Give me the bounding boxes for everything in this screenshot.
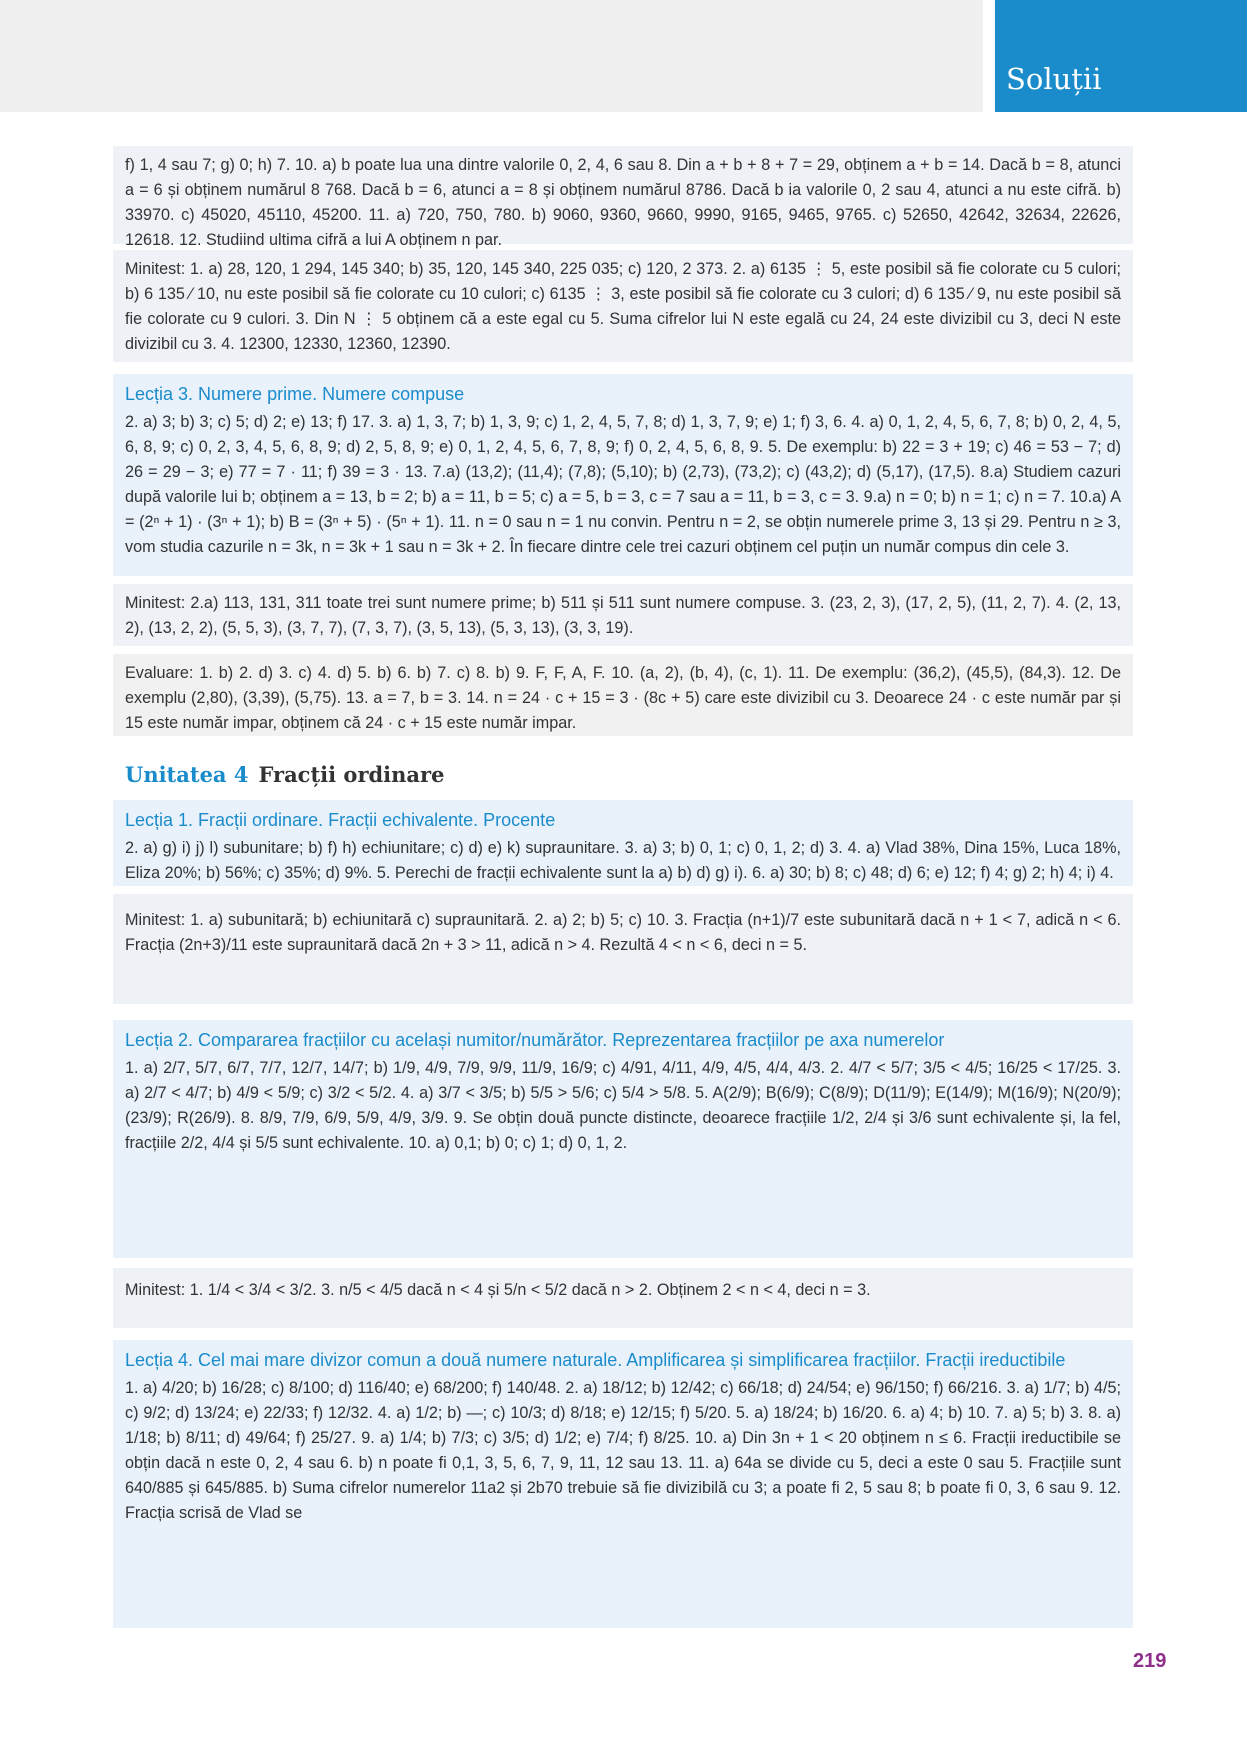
lesson-4-text: 1. a) 4/20; b) 16/28; c) 8/100; d) 116/40; e) 68/200; f) 140/48. 2. a) 18/12; b) 12/42; c) 66/18; d) 24/54; e) 96/150; f) 66/216. 3. a) 1/7; b) 4/5; c) 9/2; d) 13/24; e) 22/33; f) 12/32. 4. a) 1/2; b) —; c) 10/3; d) 8/18; e) 12/15; f) 5/20. 5. a) 18/24; b) 16/20. 6. a) 4; b) 10. 7. a) 5; b) 3. 8. a) 1/18; b) 8/11; d) 49/64; f) 25/27. 9. a) 1/4; b) 7/3; c) 3/5; d) 1/2; e) 7/4; f) 8/25. 10. a) Din 3n + 1 < 20 obținem n ≤ 6. Fracții ireductibile se obțin dacă n este 0, 2, 4 sau 6. b) n poate fi 0,1, 3, 5, 6, 7, 9, 11, 12 sau 13. 11. a) 64a se divide cu 5, deci a este 0 sau 5. Fracțiile sunt 640/885 și 645/885. b) Suma cifrelor numerelor 11a2 și 2b70 trebuie să fie divizibilă cu 3; a poate fi 2, 5 sau 8; b poate fi 0, 3, 6 sau 9. 12. Fracția scrisă de Vlad se [125, 1379, 1121, 1522]
minitest-block-4 [113, 1268, 1133, 1328]
unit-title: Fracții ordinare [258, 762, 445, 787]
lesson-3-heading: Lecția 3. Numere prime. Numere compuse [125, 384, 465, 404]
unit-label: Unitatea 4 [125, 762, 249, 787]
minitest-block-3 [113, 894, 1133, 1004]
minitest-text: Minitest: 1. a) subunitară; b) echiunitară c) supraunitară. 2. a) 2; b) 5; c) 10. 3. Fracția (n+1)/7 este subunitară dacă n + 1 < 7, adică n < 6. Fracția (2n+3)/11 este supraunitară dacă 2n + 3 > 11, adică n > 4. Rezultă 4 < n < 6, deci n = 5. [125, 911, 1121, 954]
section-tab [995, 0, 1247, 112]
lesson-2-text: 1. a) 2/7, 5/7, 6/7, 7/7, 12/7, 14/7; b) 1/9, 4/9, 7/9, 9/9, 11/9, 16/9; c) 4/91, 4/11, 4/9, 4/5, 4/4, 4/3. 2. 4/7 < 5/7; 3/5 < 4/5; 16/25 < 17/25. 3. a) 2/7 < 4/7; b) 4/9 < 5/9; c) 3/2 < 5/2. 4. a) 3/7 < 3/5; b) 5/5 > 5/6; c) 5/4 > 5/8. 5. A(2/9); B(6/9); C(8/9); D(11/9); E(14/9); M(16/9); N(20/9); (23/9); R(26/9). 8. 8/9, 7/9, 6/9, 5/9, 4/9, 3/9. 9. Se obțin două puncte distincte, deoarece fracțiile 1/2, 2/4 și 3/6 sunt echivalente și, la fel, fracțiile 2/2, 4/4 și 5/5 sunt echivalente. 10. a) 0,1; b) 0; c) 1; d) 0, 1, 2. [125, 1059, 1121, 1152]
section-tab-title: Soluții [1006, 62, 1102, 96]
header-band [0, 0, 983, 112]
lesson-3-block [113, 374, 1133, 576]
minitest-text: Minitest: 1. 1/4 < 3/4 < 3/2. 3. n/5 < 4/5 dacă n < 4 și 5/n < 5/2 dacă n > 2. Obținem 2 < n < 4, deci n = 3. [125, 1281, 871, 1299]
unit-heading [125, 762, 444, 787]
lesson-2-block [113, 1020, 1133, 1258]
minitest-text: Minitest: 1. a) 28, 120, 1 294, 145 340; b) 35, 120, 145 340, 225 035; c) 120, 2 373. 2. a) 6135 ⋮ 5, este posibil să fie colorate cu 5 culori; b) 6 135 ⁄ 10, nu este posibil să fie colorate cu 10 culori; c) 6135 ⋮ 3, este posibil să fie colorate cu 3 culori; d) 6 135 ⁄ 9, nu este posibil să fie colorate cu 9 culori. 3. Din N ⋮ 5 obținem că a este egal cu 5. Suma cifrelor lui N este egală cu 24, 24 este divizibil cu 3, deci N este divizibil cu 3. 4. 12300, 12330, 12360, 12390. [125, 260, 1121, 353]
lesson-2-heading: Lecția 2. Compararea fracțiilor cu același numitor/numărător. Reprezentarea fracțiilor pe axa numerelor [125, 1030, 945, 1050]
lesson-3-text: 2. a) 3; b) 3; c) 5; d) 2; e) 13; f) 17. 3. a) 1, 3, 7; b) 1, 3, 9; c) 1, 2, 4, 5, 7, 8; d) 1, 3, 7, 9; e) 1; f) 3, 6. 4. a) 0, 1, 2, 4, 5, 6, 7, 8; b) 0, 2, 4, 5, 6, 8, 9; c) 0, 2, 3, 4, 5, 6, 8, 9; d) 2, 5, 8, 9; e) 0, 1, 2, 4, 5, 6, 7, 8, 9; f) 0, 2, 4, 5, 6, 8, 9. 5. De exemplu: b) 22 = 3 + 19; c) 46 = 53 − 7; d) 26 = 29 − 3; e) 77 = 7 · 11; f) 39 = 3 · 13. 7.a) (13,2); (11,4); (7,8); (5,10); b) (2,73), (73,2); c) (43,2); d) (5,17), (17,5). 8.a) Studiem cazuri după valorile lui b; obținem a = 13, b = 2; b) a = 11, b = 5; c) a = 5, b = 3, c = 7 sau a = 11, b = 3, c = 3. 9.a) n = 0; b) n = 1; c) n = 7. 10.a) A = (2ⁿ + 1) · (3ⁿ + 1); b) B = (3ⁿ + 5) · (5ⁿ + 1). 11. n = 0 sau n = 1 nu convin. Pentru n = 2, se obțin numerele prime 3, 13 și 29. Pentru n ≥ 3, vom studia cazurile n = 3k, n = 3k + 1 sau n = 3k + 2. În fiecare dintre cele trei cazuri obținem cel puțin un număr compus din cele 3. [125, 413, 1121, 556]
solutions-block-1 [113, 146, 1133, 249]
evaluation-block [113, 654, 1133, 736]
minitest-text: Minitest: 2.a) 113, 131, 311 toate trei sunt numere prime; b) 511 și 511 sunt numere compuse. 3. (23, 2, 3), (17, 2, 5), (11, 2, 7). 4. (2, 13, 2), (13, 2, 2), (5, 5, 3), (3, 7, 7), (7, 3, 7), (3, 5, 13), (5, 3, 13), (3, 3, 19). [125, 594, 1121, 637]
evaluation-text: Evaluare: 1. b) 2. d) 3. c) 4. d) 5. b) 6. b) 7. c) 8. b) 9. F, F, A, F. 10. (a, 2), (b, 4), (c, 1). 11. De exemplu: (36,2), (45,5), (84,3). 12. De exemplu (2,80), (3,39), (5,75). 13. a = 7, b = 3. 14. n = 24 · c + 15 = 3 · (8c + 5) care este divizibil cu 3. Deoarece 24 · c este număr par și 15 este număr impar, obținem că 24 · c + 15 este număr impar. [125, 664, 1121, 732]
lesson-4-heading: Lecția 4. Cel mai mare divizor comun a două numere naturale. Amplificarea și simplificarea fracțiilor. Fracții ireductibile [125, 1350, 1066, 1370]
minitest-block-2 [113, 584, 1133, 646]
lesson-1-heading: Lecția 1. Fracții ordinare. Fracții echivalente. Procente [125, 810, 556, 830]
minitest-block-1 [113, 250, 1133, 362]
lesson-4-block [113, 1340, 1133, 1628]
lesson-1-text: 2. a) g) i) j) l) subunitare; b) f) h) echiunitare; c) d) e) k) supraunitare. 3. a) 3; b) 0, 1; c) 0, 1, 2; d) 3. 4. a) Vlad 38%, Dina 15%, Luca 18%, Eliza 20%; b) 56%; c) 35%; d) 9%. 5. Perechi de fracții echivalente sunt la a) b) d) g) i). 6. a) 30; b) 8; c) 48; d) 6; e) 12; f) 4; g) 2; h) 4; i) 4. [125, 839, 1121, 882]
lesson-1-block [113, 800, 1133, 886]
solutions-text: f) 1, 4 sau 7; g) 0; h) 7. 10. a) b poate lua una dintre valorile 0, 2, 4, 6 sau 8. Din a + b + 8 + 7 = 29, obținem a + b = 14. Dacă b = 8, atunci a = 6 și obținem numărul 8 768. Dacă b = 6, atunci a = 8 și obținem numărul 8786. Dacă b ia valorile 0, 2 sau 4, atunci a nu este cifră. b) 33970. c) 45020, 45110, 45200. 11. a) 720, 750, 780. b) 9060, 9360, 9660, 9990, 9165, 9465, 9765. c) 52650, 42642, 32634, 22626, 12618. 12. Studiind ultima cifră a lui A obținem n par. [125, 156, 1121, 249]
page-number: 219 [1133, 1650, 1167, 1672]
